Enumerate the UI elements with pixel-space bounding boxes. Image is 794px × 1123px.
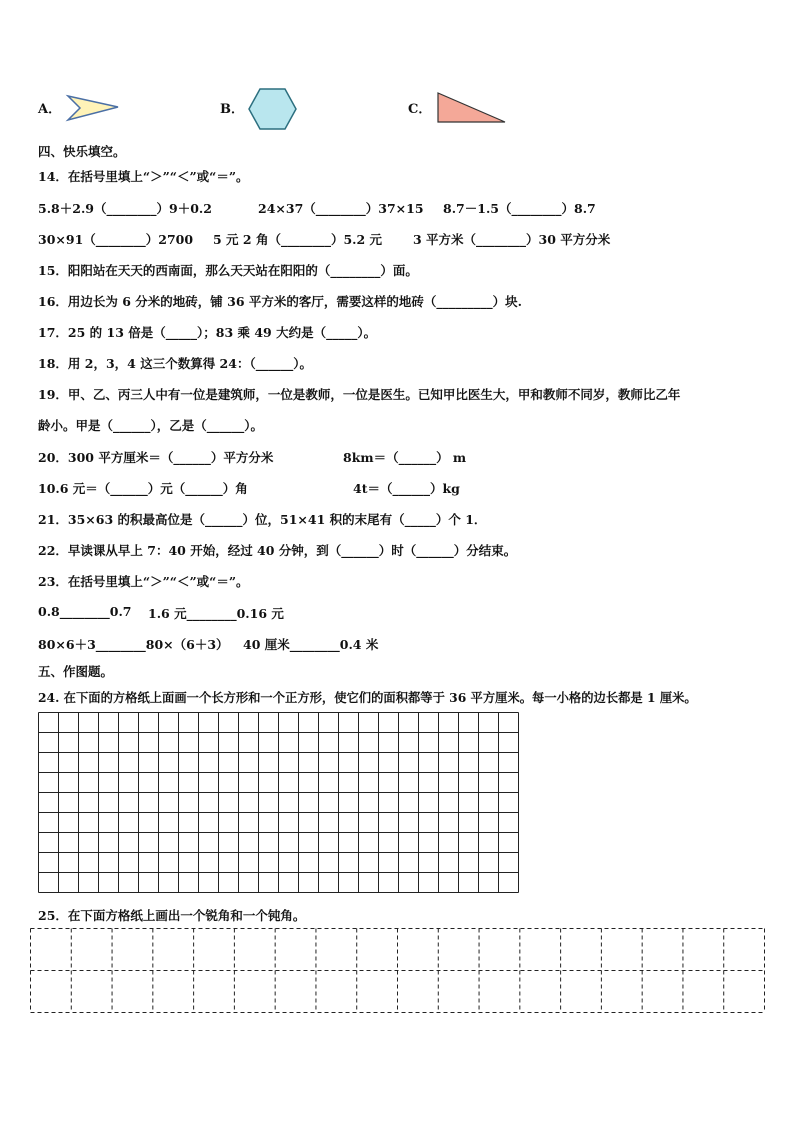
hexagon-polygon bbox=[249, 89, 296, 129]
arrow-chevron-polygon bbox=[68, 96, 118, 120]
right-triangle-shape bbox=[437, 92, 509, 124]
arrow-chevron-shape bbox=[66, 94, 122, 124]
q16-text: 16．用边长为 6 分米的地砖，铺 36 平方米的客厅，需要这样的地砖（_________）块. bbox=[38, 294, 522, 309]
q24-text: 24. 在下面的方格纸上面画一个长方形和一个正方形，使它们的面积都等于 36 平方厘米。每一小格的边长都是 1 厘米。 bbox=[38, 690, 697, 705]
q20-item-3: 10.6 元＝（______）元（______）角 bbox=[38, 481, 248, 496]
q21-text: 21．35×63 的积最高位是（______）位，51×41 积的末尾有（_____）个 1． bbox=[38, 512, 487, 527]
q19-line-2: 龄小。甲是（______），乙是（______）。 bbox=[38, 418, 264, 433]
q14-item-1: 5.8＋2.9（________）9＋0.2 bbox=[38, 201, 212, 216]
q14-item-6: 3 平方米（________）30 平方分米 bbox=[413, 232, 611, 247]
q23-item-1: 0.8________0.7 bbox=[38, 604, 132, 619]
q20-item-4: 4t＝（______）kg bbox=[353, 481, 460, 496]
q24-square-grid bbox=[38, 712, 519, 894]
q14-stem: 14．在括号里填上“＞”“＜”或“＝”。 bbox=[38, 169, 249, 184]
q19-line-1: 19．甲、乙、丙三人中有一位是建筑师，一位是教师，一位是医生。已知甲比医生大，甲和教师不同岁，教师比乙年 bbox=[38, 387, 681, 402]
section-five-heading: 五、作图题。 bbox=[38, 664, 114, 679]
choice-b-label: B． bbox=[220, 102, 244, 117]
right-triangle-polygon bbox=[438, 93, 505, 122]
hexagon-shape bbox=[248, 88, 298, 132]
q23-stem: 23．在括号里填上“＞”“＜”或“＝”。 bbox=[38, 574, 249, 589]
choice-a-label: A． bbox=[38, 102, 62, 117]
q20-item-2: 8km＝（______） m bbox=[343, 450, 467, 465]
q22-text: 22．早读课从早上 7：40 开始，经过 40 分钟，到（______）时（______）分结束。 bbox=[38, 543, 517, 558]
q18-text: 18．用 2，3，4 这三个数算得 24：（______）。 bbox=[38, 356, 312, 371]
q14-item-5: 5 元 2 角（________）5.2 元 bbox=[213, 232, 383, 247]
q17-text: 17．25 的 13 倍是（_____）；83 乘 49 大约是（_____）。 bbox=[38, 325, 377, 340]
q20-item-1: 20．300 平方厘米＝（______）平方分米 bbox=[38, 450, 274, 465]
choice-c-label: C． bbox=[408, 102, 432, 117]
q14-item-2: 24×37（________）37×15 bbox=[258, 201, 424, 216]
q15-text: 15．阳阳站在天天的西南面，那么天天站在阳阳的（________）面。 bbox=[38, 263, 418, 278]
q23-item-4: 40 厘米________0.4 米 bbox=[243, 637, 379, 652]
section-four-heading: 四、快乐填空。 bbox=[38, 144, 126, 159]
q25-dashed-grid bbox=[30, 928, 765, 1014]
q23-item-2: 1.6 元________0.16 元 bbox=[148, 606, 284, 621]
q25-text: 25．在下面方格纸上画出一个锐角和一个钝角。 bbox=[38, 908, 306, 923]
q14-item-3: 8.7－1.5（________）8.7 bbox=[443, 201, 596, 216]
q14-item-4: 30×91（________）2700 bbox=[38, 232, 194, 247]
q23-item-3: 80×6＋3________80×（6＋3） bbox=[38, 637, 229, 652]
